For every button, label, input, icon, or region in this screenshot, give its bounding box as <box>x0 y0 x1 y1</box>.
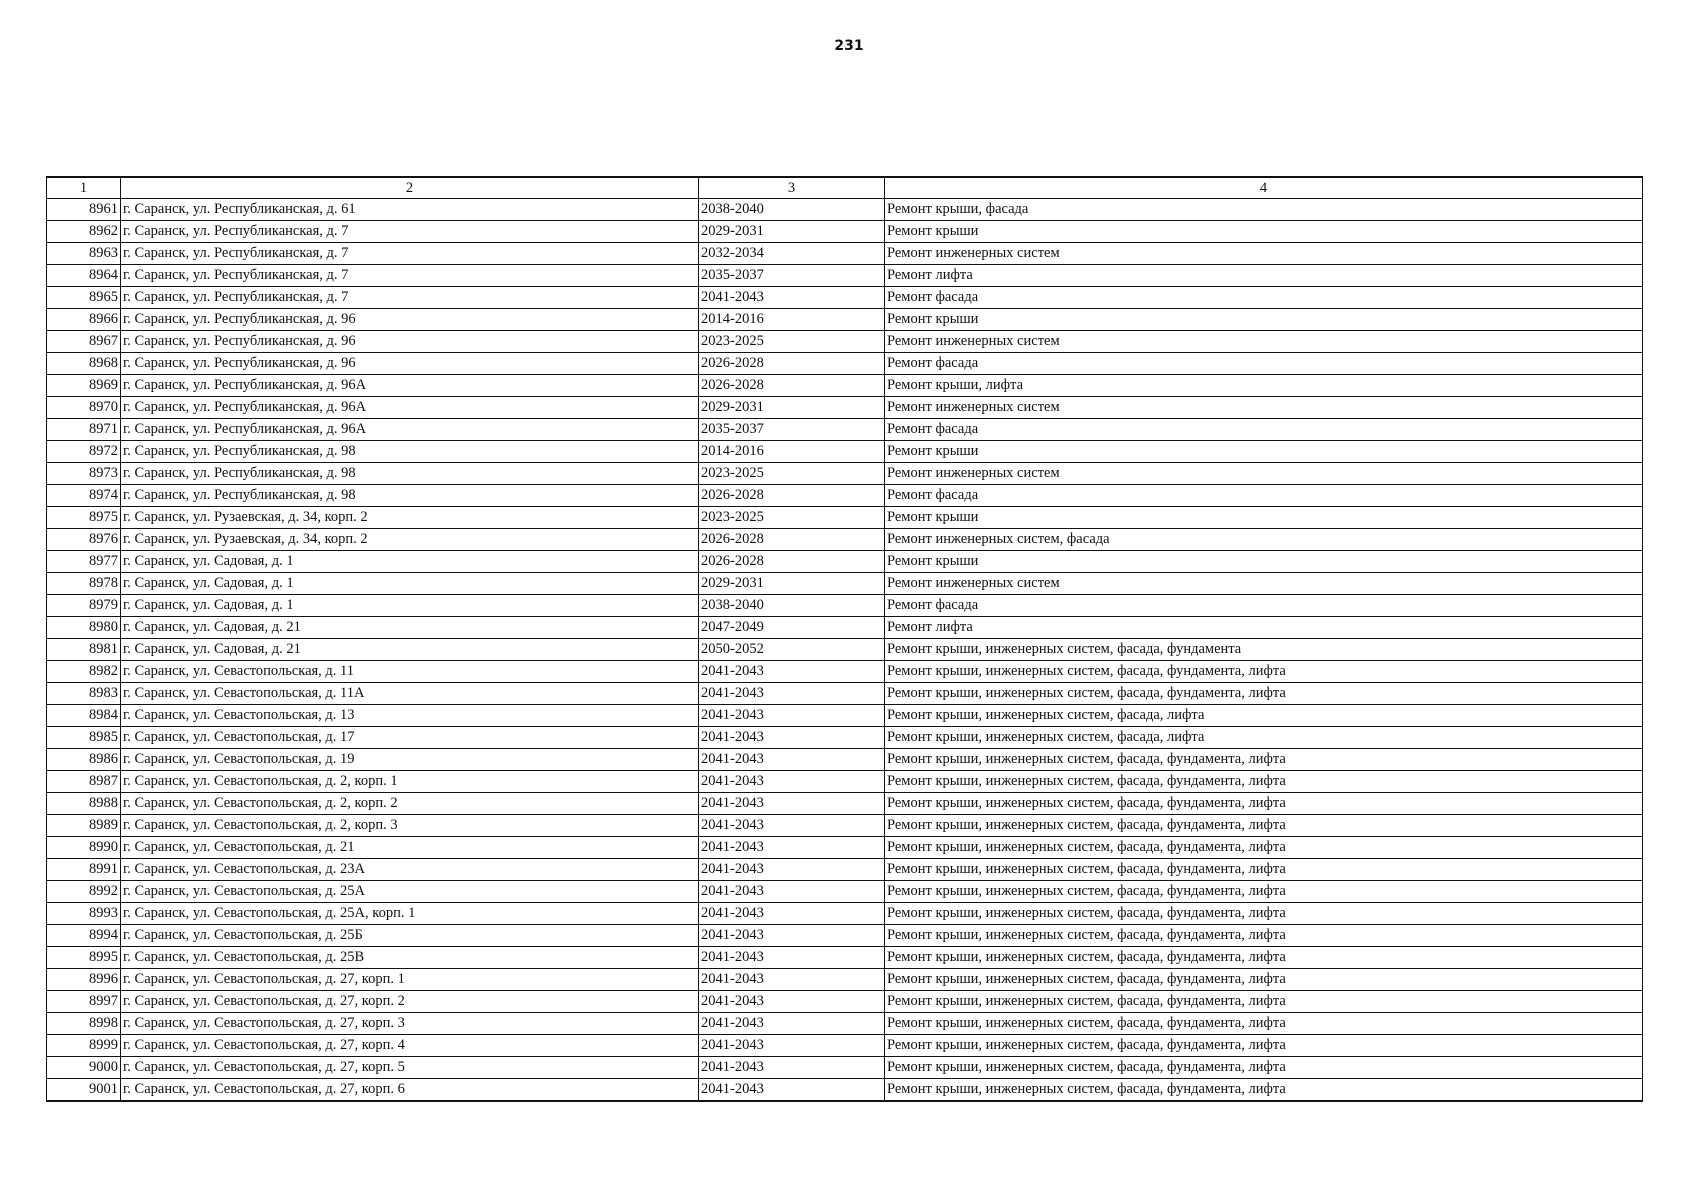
period-cell: 2041-2043 <box>699 683 885 705</box>
work-type-cell: Ремонт инженерных систем <box>885 463 1643 485</box>
table-row <box>47 771 1643 793</box>
table-row <box>47 551 1643 573</box>
work-type-cell: Ремонт крыши, инженерных систем, фасада, фундамента, лифта <box>885 1035 1643 1057</box>
row-number: 8975 <box>47 507 121 529</box>
address-cell: г. Саранск, ул. Садовая, д. 1 <box>121 551 699 573</box>
address-cell: г. Саранск, ул. Севастопольская, д. 2, корп. 3 <box>121 815 699 837</box>
table-row <box>47 815 1643 837</box>
address-cell: г. Саранск, ул. Севастопольская, д. 11А <box>121 683 699 705</box>
address-cell: г. Саранск, ул. Севастопольская, д. 25В <box>121 947 699 969</box>
work-type-cell: Ремонт крыши, инженерных систем, фасада, фундамента, лифта <box>885 1057 1643 1079</box>
work-type-cell: Ремонт крыши, инженерных систем, фасада, лифта <box>885 727 1643 749</box>
period-cell: 2041-2043 <box>699 859 885 881</box>
address-cell: г. Саранск, ул. Республиканская, д. 98 <box>121 441 699 463</box>
address-cell: г. Саранск, ул. Севастопольская, д. 11 <box>121 661 699 683</box>
work-type-cell: Ремонт крыши <box>885 507 1643 529</box>
period-cell: 2026-2028 <box>699 353 885 375</box>
work-type-cell: Ремонт крыши, фасада <box>885 199 1643 221</box>
period-cell: 2023-2025 <box>699 463 885 485</box>
address-cell: г. Саранск, ул. Республиканская, д. 96А <box>121 375 699 397</box>
work-type-cell: Ремонт крыши, инженерных систем, фасада, фундамента, лифта <box>885 881 1643 903</box>
column-header-2: 2 <box>121 177 699 199</box>
work-type-cell: Ремонт инженерных систем <box>885 573 1643 595</box>
row-number: 8994 <box>47 925 121 947</box>
period-cell: 2029-2031 <box>699 221 885 243</box>
address-cell: г. Саранск, ул. Севастопольская, д. 25Б <box>121 925 699 947</box>
row-number: 8997 <box>47 991 121 1013</box>
period-cell: 2041-2043 <box>699 881 885 903</box>
address-cell: г. Саранск, ул. Севастопольская, д. 21 <box>121 837 699 859</box>
row-number: 8982 <box>47 661 121 683</box>
table-row <box>47 881 1643 903</box>
period-cell: 2041-2043 <box>699 1035 885 1057</box>
address-cell: г. Саранск, ул. Республиканская, д. 7 <box>121 243 699 265</box>
address-cell: г. Саранск, ул. Севастопольская, д. 27, корп. 2 <box>121 991 699 1013</box>
work-type-cell: Ремонт крыши, лифта <box>885 375 1643 397</box>
row-number: 8984 <box>47 705 121 727</box>
table-row <box>47 199 1643 221</box>
table-row <box>47 837 1643 859</box>
table-row <box>47 221 1643 243</box>
period-cell: 2041-2043 <box>699 287 885 309</box>
row-number: 8983 <box>47 683 121 705</box>
work-type-cell: Ремонт крыши <box>885 309 1643 331</box>
table-row <box>47 749 1643 771</box>
period-cell: 2041-2043 <box>699 793 885 815</box>
work-type-cell: Ремонт инженерных систем <box>885 243 1643 265</box>
table-row <box>47 595 1643 617</box>
row-number: 8969 <box>47 375 121 397</box>
row-number: 8973 <box>47 463 121 485</box>
period-cell: 2041-2043 <box>699 661 885 683</box>
work-type-cell: Ремонт фасада <box>885 353 1643 375</box>
period-cell: 2041-2043 <box>699 947 885 969</box>
address-cell: г. Саранск, ул. Республиканская, д. 98 <box>121 463 699 485</box>
table-row <box>47 309 1643 331</box>
table-row <box>47 969 1643 991</box>
table-row <box>47 507 1643 529</box>
row-number: 8962 <box>47 221 121 243</box>
column-header-1: 1 <box>47 177 121 199</box>
work-type-cell: Ремонт крыши, инженерных систем, фасада, лифта <box>885 705 1643 727</box>
table-row <box>47 1057 1643 1079</box>
work-type-cell: Ремонт крыши, инженерных систем, фасада, фундамента, лифта <box>885 1079 1643 1102</box>
row-number: 8998 <box>47 1013 121 1035</box>
address-cell: г. Саранск, ул. Республиканская, д. 96 <box>121 331 699 353</box>
period-cell: 2038-2040 <box>699 595 885 617</box>
row-number: 8977 <box>47 551 121 573</box>
table-row <box>47 331 1643 353</box>
row-number: 8968 <box>47 353 121 375</box>
address-cell: г. Саранск, ул. Республиканская, д. 7 <box>121 265 699 287</box>
table-row <box>47 991 1643 1013</box>
table-row <box>47 485 1643 507</box>
table-body <box>47 199 1643 1102</box>
work-type-cell: Ремонт крыши, инженерных систем, фасада, фундамента, лифта <box>885 683 1643 705</box>
row-number: 9000 <box>47 1057 121 1079</box>
row-number: 8966 <box>47 309 121 331</box>
row-number: 8990 <box>47 837 121 859</box>
period-cell: 2023-2025 <box>699 331 885 353</box>
work-type-cell: Ремонт лифта <box>885 265 1643 287</box>
work-type-cell: Ремонт фасада <box>885 485 1643 507</box>
row-number: 8985 <box>47 727 121 749</box>
address-cell: г. Саранск, ул. Республиканская, д. 96 <box>121 353 699 375</box>
table-row <box>47 793 1643 815</box>
row-number: 8993 <box>47 903 121 925</box>
table-row <box>47 375 1643 397</box>
table-row <box>47 947 1643 969</box>
work-type-cell: Ремонт крыши <box>885 441 1643 463</box>
row-number: 8972 <box>47 441 121 463</box>
work-type-cell: Ремонт крыши, инженерных систем, фасада, фундамента, лифта <box>885 859 1643 881</box>
work-type-cell: Ремонт фасада <box>885 287 1643 309</box>
work-type-cell: Ремонт крыши, инженерных систем, фасада, фундамента, лифта <box>885 793 1643 815</box>
period-cell: 2041-2043 <box>699 771 885 793</box>
work-type-cell: Ремонт инженерных систем, фасада <box>885 529 1643 551</box>
repair-schedule-table <box>46 176 1643 1102</box>
row-number: 8991 <box>47 859 121 881</box>
address-cell: г. Саранск, ул. Севастопольская, д. 23А <box>121 859 699 881</box>
address-cell: г. Саранск, ул. Севастопольская, д. 19 <box>121 749 699 771</box>
row-number: 8974 <box>47 485 121 507</box>
table-row <box>47 243 1643 265</box>
table-row <box>47 419 1643 441</box>
row-number: 8978 <box>47 573 121 595</box>
table-header <box>47 177 1643 199</box>
address-cell: г. Саранск, ул. Республиканская, д. 96 <box>121 309 699 331</box>
period-cell: 2041-2043 <box>699 705 885 727</box>
row-number: 8976 <box>47 529 121 551</box>
work-type-cell: Ремонт крыши, инженерных систем, фасада, фундамента <box>885 639 1643 661</box>
work-type-cell: Ремонт крыши, инженерных систем, фасада, фундамента, лифта <box>885 771 1643 793</box>
table-row <box>47 1079 1643 1102</box>
period-cell: 2041-2043 <box>699 991 885 1013</box>
work-type-cell: Ремонт крыши, инженерных систем, фасада, фундамента, лифта <box>885 837 1643 859</box>
period-cell: 2041-2043 <box>699 1013 885 1035</box>
period-cell: 2041-2043 <box>699 727 885 749</box>
table-row <box>47 463 1643 485</box>
row-number: 8988 <box>47 793 121 815</box>
table-row <box>47 903 1643 925</box>
work-type-cell: Ремонт фасада <box>885 595 1643 617</box>
row-number: 8963 <box>47 243 121 265</box>
work-type-cell: Ремонт крыши, инженерных систем, фасада, фундамента, лифта <box>885 903 1643 925</box>
row-number: 8979 <box>47 595 121 617</box>
address-cell: г. Саранск, ул. Севастопольская, д. 27, корп. 4 <box>121 1035 699 1057</box>
table-row <box>47 661 1643 683</box>
table-row <box>47 617 1643 639</box>
row-number: 8987 <box>47 771 121 793</box>
column-header-4: 4 <box>885 177 1643 199</box>
period-cell: 2041-2043 <box>699 925 885 947</box>
period-cell: 2029-2031 <box>699 397 885 419</box>
period-cell: 2026-2028 <box>699 375 885 397</box>
table-row <box>47 529 1643 551</box>
period-cell: 2050-2052 <box>699 639 885 661</box>
period-cell: 2035-2037 <box>699 419 885 441</box>
work-type-cell: Ремонт крыши, инженерных систем, фасада, фундамента, лифта <box>885 815 1643 837</box>
address-cell: г. Саранск, ул. Республиканская, д. 7 <box>121 287 699 309</box>
work-type-cell: Ремонт крыши, инженерных систем, фасада, фундамента, лифта <box>885 1013 1643 1035</box>
period-cell: 2023-2025 <box>699 507 885 529</box>
page-number: 231 <box>834 38 864 54</box>
address-cell: г. Саранск, ул. Садовая, д. 1 <box>121 573 699 595</box>
row-number: 8967 <box>47 331 121 353</box>
table-row <box>47 353 1643 375</box>
period-cell: 2029-2031 <box>699 573 885 595</box>
address-cell: г. Саранск, ул. Севастопольская, д. 27, корп. 5 <box>121 1057 699 1079</box>
table-row <box>47 727 1643 749</box>
period-cell: 2041-2043 <box>699 815 885 837</box>
period-cell: 2026-2028 <box>699 529 885 551</box>
work-type-cell: Ремонт крыши, инженерных систем, фасада, фундамента, лифта <box>885 661 1643 683</box>
work-type-cell: Ремонт лифта <box>885 617 1643 639</box>
address-cell: г. Саранск, ул. Республиканская, д. 98 <box>121 485 699 507</box>
table-row <box>47 859 1643 881</box>
row-number: 8971 <box>47 419 121 441</box>
period-cell: 2041-2043 <box>699 1057 885 1079</box>
row-number: 8986 <box>47 749 121 771</box>
address-cell: г. Саранск, ул. Республиканская, д. 96А <box>121 419 699 441</box>
table-row <box>47 397 1643 419</box>
address-cell: г. Саранск, ул. Севастопольская, д. 25А, корп. 1 <box>121 903 699 925</box>
address-cell: г. Саранск, ул. Рузаевская, д. 34, корп. 2 <box>121 507 699 529</box>
row-number: 9001 <box>47 1079 121 1102</box>
address-cell: г. Саранск, ул. Садовая, д. 21 <box>121 617 699 639</box>
row-number: 8992 <box>47 881 121 903</box>
row-number: 8989 <box>47 815 121 837</box>
period-cell: 2041-2043 <box>699 837 885 859</box>
table-row <box>47 265 1643 287</box>
address-cell: г. Саранск, ул. Республиканская, д. 96А <box>121 397 699 419</box>
address-cell: г. Саранск, ул. Республиканская, д. 7 <box>121 221 699 243</box>
table-row <box>47 573 1643 595</box>
row-number: 8999 <box>47 1035 121 1057</box>
work-type-cell: Ремонт инженерных систем <box>885 397 1643 419</box>
work-type-cell: Ремонт крыши, инженерных систем, фасада, фундамента, лифта <box>885 969 1643 991</box>
address-cell: г. Саранск, ул. Севастопольская, д. 17 <box>121 727 699 749</box>
address-cell: г. Саранск, ул. Севастопольская, д. 27, корп. 6 <box>121 1079 699 1102</box>
table-row <box>47 925 1643 947</box>
table-row <box>47 639 1643 661</box>
row-number: 8995 <box>47 947 121 969</box>
table-row <box>47 441 1643 463</box>
row-number: 8961 <box>47 199 121 221</box>
period-cell: 2014-2016 <box>699 441 885 463</box>
column-header-3: 3 <box>699 177 885 199</box>
row-number: 8964 <box>47 265 121 287</box>
row-number: 8970 <box>47 397 121 419</box>
address-cell: г. Саранск, ул. Севастопольская, д. 27, корп. 3 <box>121 1013 699 1035</box>
work-type-cell: Ремонт крыши <box>885 221 1643 243</box>
row-number: 8996 <box>47 969 121 991</box>
row-number: 8981 <box>47 639 121 661</box>
table-row <box>47 1013 1643 1035</box>
work-type-cell: Ремонт инженерных систем <box>885 331 1643 353</box>
period-cell: 2041-2043 <box>699 749 885 771</box>
table-row <box>47 705 1643 727</box>
table-row <box>47 287 1643 309</box>
address-cell: г. Саранск, ул. Севастопольская, д. 2, корп. 1 <box>121 771 699 793</box>
address-cell: г. Саранск, ул. Севастопольская, д. 27, корп. 1 <box>121 969 699 991</box>
address-cell: г. Саранск, ул. Севастопольская, д. 13 <box>121 705 699 727</box>
work-type-cell: Ремонт крыши, инженерных систем, фасада, фундамента, лифта <box>885 991 1643 1013</box>
work-type-cell: Ремонт фасада <box>885 419 1643 441</box>
period-cell: 2041-2043 <box>699 1079 885 1102</box>
header-row <box>47 177 1643 199</box>
period-cell: 2047-2049 <box>699 617 885 639</box>
address-cell: г. Саранск, ул. Республиканская, д. 61 <box>121 199 699 221</box>
period-cell: 2035-2037 <box>699 265 885 287</box>
period-cell: 2032-2034 <box>699 243 885 265</box>
address-cell: г. Саранск, ул. Севастопольская, д. 25А <box>121 881 699 903</box>
address-cell: г. Саранск, ул. Садовая, д. 1 <box>121 595 699 617</box>
period-cell: 2026-2028 <box>699 485 885 507</box>
work-type-cell: Ремонт крыши, инженерных систем, фасада, фундамента, лифта <box>885 925 1643 947</box>
table-row <box>47 683 1643 705</box>
period-cell: 2041-2043 <box>699 969 885 991</box>
address-cell: г. Саранск, ул. Садовая, д. 21 <box>121 639 699 661</box>
row-number: 8980 <box>47 617 121 639</box>
period-cell: 2026-2028 <box>699 551 885 573</box>
address-cell: г. Саранск, ул. Рузаевская, д. 34, корп. 2 <box>121 529 699 551</box>
address-cell: г. Саранск, ул. Севастопольская, д. 2, корп. 2 <box>121 793 699 815</box>
period-cell: 2014-2016 <box>699 309 885 331</box>
work-type-cell: Ремонт крыши, инженерных систем, фасада, фундамента, лифта <box>885 947 1643 969</box>
period-cell: 2038-2040 <box>699 199 885 221</box>
work-type-cell: Ремонт крыши <box>885 551 1643 573</box>
period-cell: 2041-2043 <box>699 903 885 925</box>
work-type-cell: Ремонт крыши, инженерных систем, фасада, фундамента, лифта <box>885 749 1643 771</box>
table-row <box>47 1035 1643 1057</box>
row-number: 8965 <box>47 287 121 309</box>
